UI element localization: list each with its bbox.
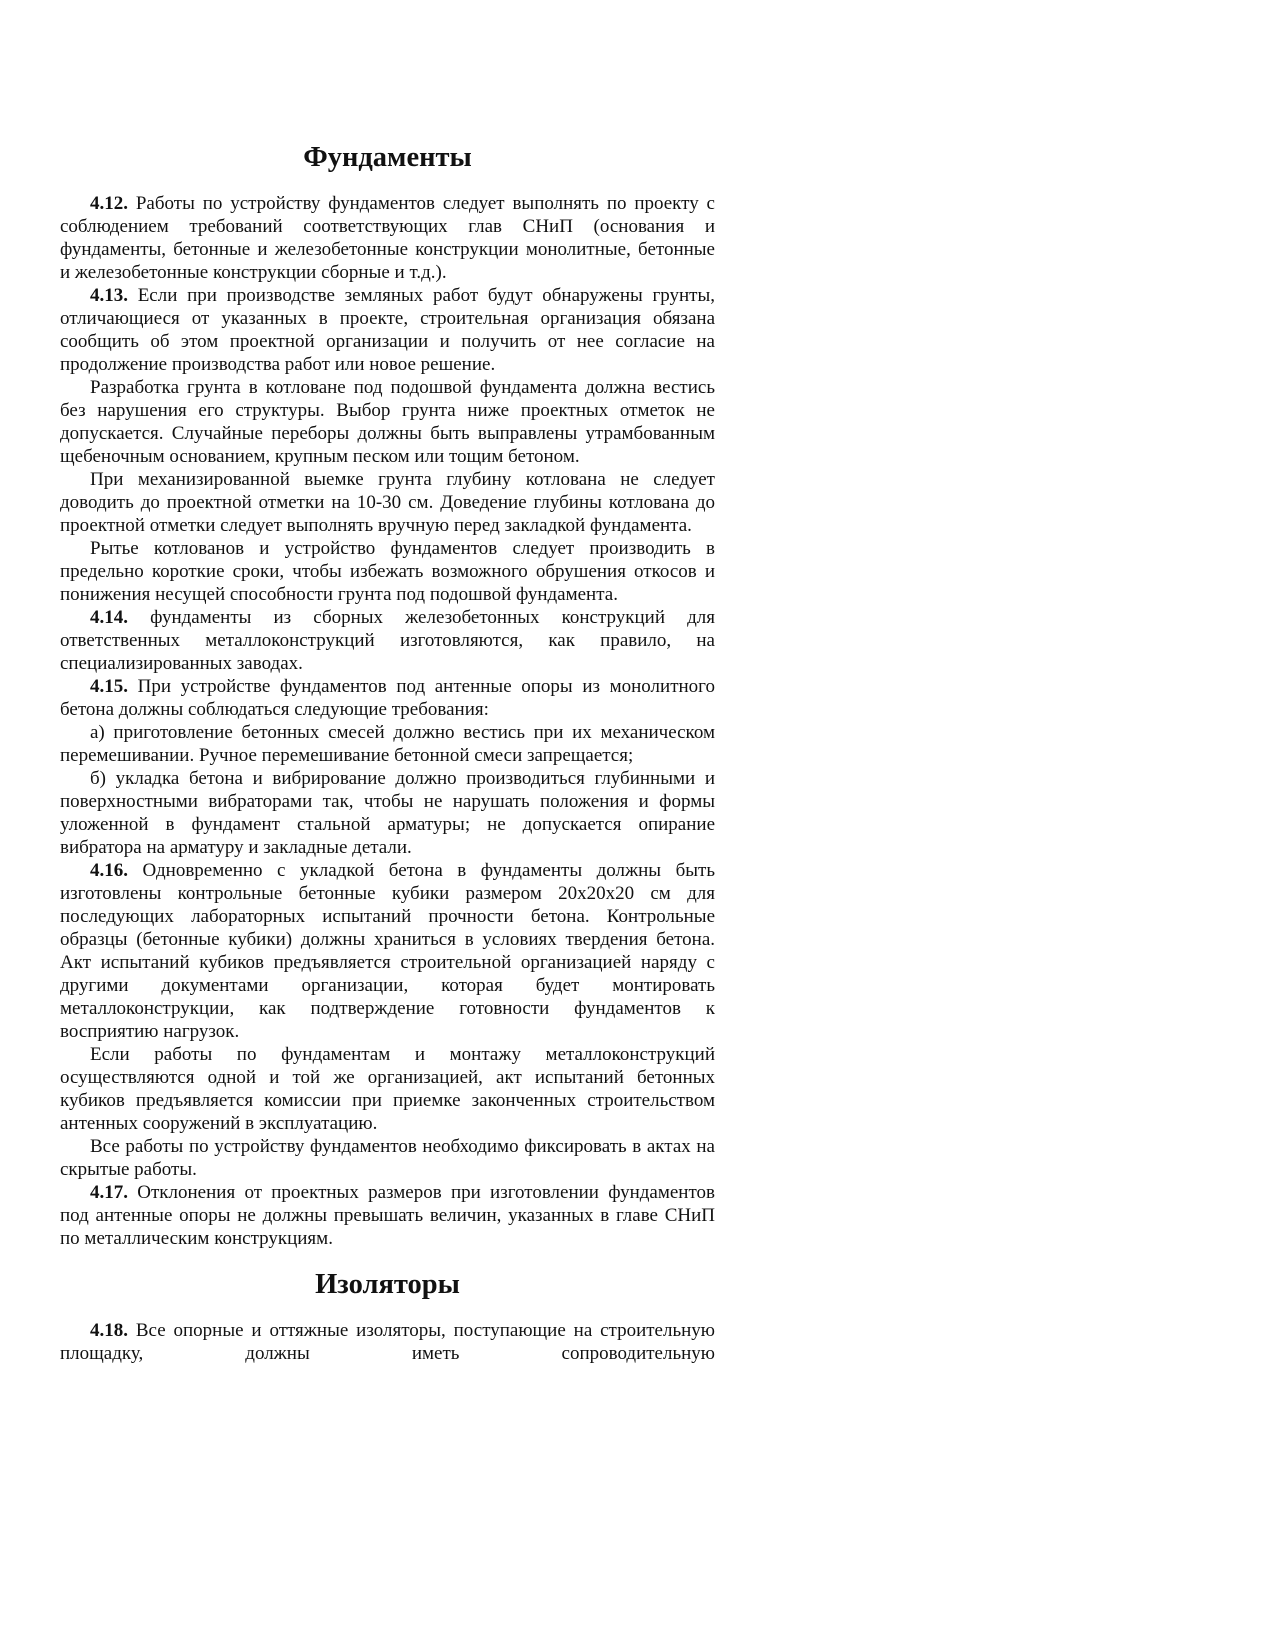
paragraph-text: Все опорные и оттяжные изоляторы, поступающие на строительную площадку, должны иметь сопроводительную (60, 1320, 715, 1364)
paragraph-pit-digging (60, 537, 715, 606)
paragraph-4-17 (60, 1181, 715, 1250)
paragraph-item-a (60, 721, 715, 767)
paragraph-number: 4.13. (90, 285, 128, 306)
paragraph-text: Если при производстве земляных работ будут обнаружены грунты, отличающиеся от указанных в проекте, строительная организация обязана сообщить об этом проектной организации и получить от нее согласие на продолжение производства работ или новое решение. (60, 285, 715, 375)
paragraph-text: б) укладка бетона и вибрирование должно производиться глубинными и поверхностными вибраторами так, чтобы не нарушать положения и формы уложенной в фундамент стальной арматуры; не допускается опирание вибратора на арматуру и закладные детали. (60, 768, 715, 858)
section-heading-foundations: Фундаменты (303, 142, 472, 173)
paragraph-text: Разработка грунта в котловане под подошвой фундамента должна вестись без нарушения его структуры. Выбор грунта ниже проектных отметок не допускается. Случайные переборы должны быть выправлены утрамбованным щебеночным основанием, крупным песком или тощим бетоном. (60, 377, 715, 467)
paragraph-text: Работы по устройству фундаментов следует выполнять по проекту с соблюдением требований соответствующих глав СНиП (основания и фундаменты, бетонные и железобетонные конструкции монолитные, бетонные и железобетонные конструкции сборные и т.д.). (60, 193, 715, 283)
paragraph-text: Все работы по устройству фундаментов необходимо фиксировать в актах на скрытые работы. (60, 1136, 715, 1180)
paragraph-text: а) приготовление бетонных смесей должно вестись при их механическом перемешивании. Ручное перемешивание бетонной смеси запрещается; (60, 722, 715, 766)
paragraph-text: При механизированной выемке грунта глубину котлована не следует доводить до проектной отметки на 10-30 см. Доведение глубины котлована до проектной отметки следует выполнять вручную перед закладкой фундамента. (60, 469, 715, 536)
paragraph-text: При устройстве фундаментов под антенные опоры из монолитного бетона должны соблюдаться следующие требования: (60, 676, 715, 720)
paragraph-number: 4.12. (90, 193, 128, 214)
paragraph-4-18 (60, 1319, 715, 1365)
paragraph-soil-excavation (60, 376, 715, 468)
paragraph-text: Отклонения от проектных размеров при изготовлении фундаментов под антенные опоры не должны превышать величин, указанных в главе СНиП по металлическим конструкциям. (60, 1182, 715, 1249)
document-page (60, 142, 715, 1365)
paragraph-4-12 (60, 192, 715, 284)
paragraph-number: 4.14. (90, 607, 128, 628)
paragraph-number: 4.16. (90, 860, 128, 881)
paragraph-item-b (60, 767, 715, 859)
paragraph-same-organization (60, 1043, 715, 1135)
section-foundations-body (60, 192, 715, 1250)
paragraph-number: 4.17. (90, 1182, 128, 1203)
paragraph-number: 4.15. (90, 676, 128, 697)
paragraph-text: фундаменты из сборных железобетонных конструкций для ответственных металлоконструкций изготовляются, как правило, на специализированных заводах. (60, 607, 715, 674)
paragraph-hidden-works-acts (60, 1135, 715, 1181)
section-insulators-body (60, 1319, 715, 1365)
paragraph-4-14 (60, 606, 715, 675)
paragraph-number: 4.18. (90, 1320, 128, 1341)
paragraph-text: Одновременно с укладкой бетона в фундаменты должны быть изготовлены контрольные бетонные кубики размером 20х20х20 см для последующих лабораторных испытаний прочности бетона. Контрольные образцы (бетонные кубики) должны храниться в условиях твердения бетона. Акт испытаний кубиков предъявляется строительной организацией наряду с другими документами организации, которая будет монтировать металлоконструкции, как подтверждение готовности фундаментов к восприятию нагрузок. (60, 860, 715, 1042)
paragraph-text: Если работы по фундаментам и монтажу металлоконструкций осуществляются одной и той же организацией, акт испытаний бетонных кубиков предъявляется комиссии при приемке законченных строительством антенных сооружений в эксплуатацию. (60, 1044, 715, 1134)
paragraph-4-13 (60, 284, 715, 376)
section-heading-insulators: Изоляторы (315, 1269, 460, 1300)
paragraph-4-16 (60, 859, 715, 1043)
paragraph-4-15 (60, 675, 715, 721)
paragraph-text: Рытье котлованов и устройство фундаментов следует производить в предельно короткие сроки, чтобы избежать возможного обрушения откосов и понижения несущей способности грунта под подошвой фундамента. (60, 538, 715, 605)
paragraph-mechanized-excavation (60, 468, 715, 537)
